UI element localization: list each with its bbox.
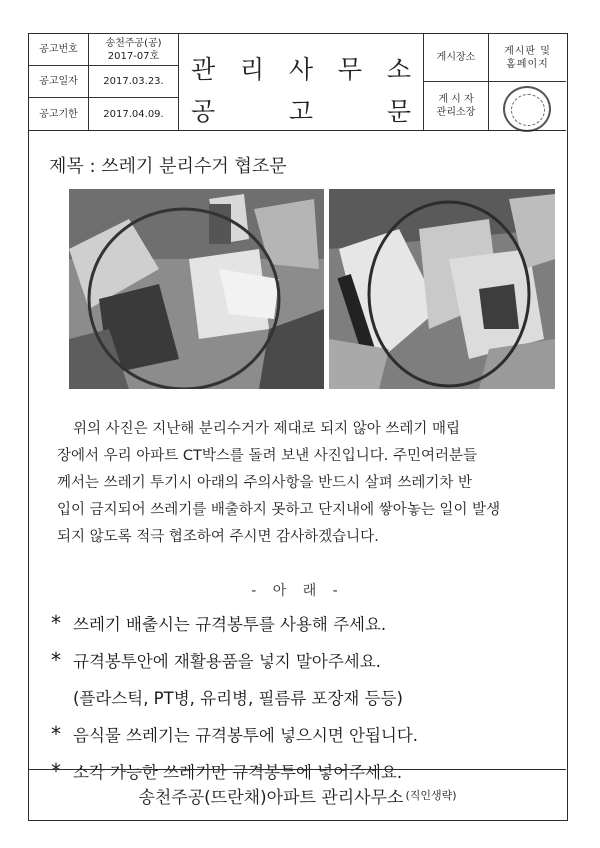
- divider: [29, 130, 566, 131]
- value-posting-place: 게시판 및 홈페이지: [489, 34, 566, 82]
- body-line: 위의 사진은 지난해 분리수거가 제대로 되지 않아 쓰레기 매립: [73, 421, 461, 437]
- value-notice-deadline: 2017.04.09.: [89, 98, 179, 130]
- title-char: 공: [191, 97, 216, 126]
- title-notice: [191, 92, 411, 128]
- body-line: 장에서 우리 아파트 CT박스를 돌려 보낸 사진입니다. 주민여러분들: [57, 448, 478, 464]
- title-char: 문: [386, 97, 411, 126]
- notice-footer: [29, 770, 566, 820]
- body-line: 입이 금지되어 쓰레기를 배출하지 못하고 단지내에 쌓아놓는 일이 발생: [57, 502, 501, 518]
- poster-cell: [424, 82, 489, 130]
- title-char: 관: [191, 55, 216, 84]
- label-notice-number: 공고번호: [29, 34, 89, 66]
- footer-issuer: 송천주공(뜨란채)아파트 관리사무소: [138, 787, 404, 808]
- item-text: 쓰레기 배출시는 규격봉투를 사용해 주세요.: [73, 614, 387, 634]
- footer-seal-note: (직인생략): [405, 789, 457, 802]
- notice-items: [51, 604, 551, 789]
- title-char: 고: [288, 97, 314, 126]
- body-line: 께서는 쓰레기 투기시 아래의 주의사항을 반드시 살펴 쓰레기차 반: [57, 475, 473, 491]
- title-char: 무: [337, 55, 363, 84]
- value-notice-date: 2017.03.23.: [89, 66, 179, 98]
- asterisk-icon: *: [51, 610, 61, 635]
- title-char: 리: [239, 55, 265, 84]
- item-text: 소각 가능한 쓰레기만 규격봉투에 넣어주세요.: [73, 762, 403, 782]
- list-item: [51, 715, 551, 752]
- asterisk-icon: *: [51, 721, 61, 746]
- garbage-photo-right: [329, 189, 555, 389]
- asterisk-icon: *: [51, 758, 61, 783]
- notice-frame: [28, 33, 568, 821]
- asterisk-icon: *: [51, 647, 61, 672]
- list-item: [51, 678, 551, 715]
- item-text: (플라스틱, PT병, 유리병, 필름류 포장재 등등): [73, 688, 403, 708]
- title-char: 사: [288, 55, 314, 84]
- title-office: [191, 50, 411, 86]
- official-seal-icon: [503, 86, 551, 132]
- body-line: 되지 않도록 적극 협조하여 주시면 감사하겠습니다.: [57, 529, 379, 545]
- label-notice-deadline: 공고기한: [29, 98, 89, 130]
- item-text: 규격봉투안에 재활용품을 넣지 말아주세요.: [73, 651, 381, 671]
- value-notice-number: 송천주공(공) 2017-07호: [89, 34, 179, 66]
- section-heading: - 아 래 -: [251, 583, 344, 599]
- notice-body: [57, 416, 549, 551]
- garbage-photo-left: [69, 189, 324, 389]
- notice-header: [29, 34, 566, 130]
- title-char: 소: [386, 55, 411, 84]
- list-item: [51, 604, 551, 641]
- label-posting-place: 게시장소: [424, 34, 489, 82]
- notice-subject: 제목 : 쓰레기 분리수거 협조문: [49, 156, 287, 177]
- label-poster: 게 시 자: [438, 94, 474, 105]
- notice-title: [179, 34, 424, 130]
- item-text: 음식물 쓰레기는 규격봉투에 넣으시면 안됩니다.: [73, 725, 419, 745]
- value-poster: 관리소장: [436, 107, 476, 118]
- list-item: [51, 641, 551, 678]
- label-notice-date: 공고일자: [29, 66, 89, 98]
